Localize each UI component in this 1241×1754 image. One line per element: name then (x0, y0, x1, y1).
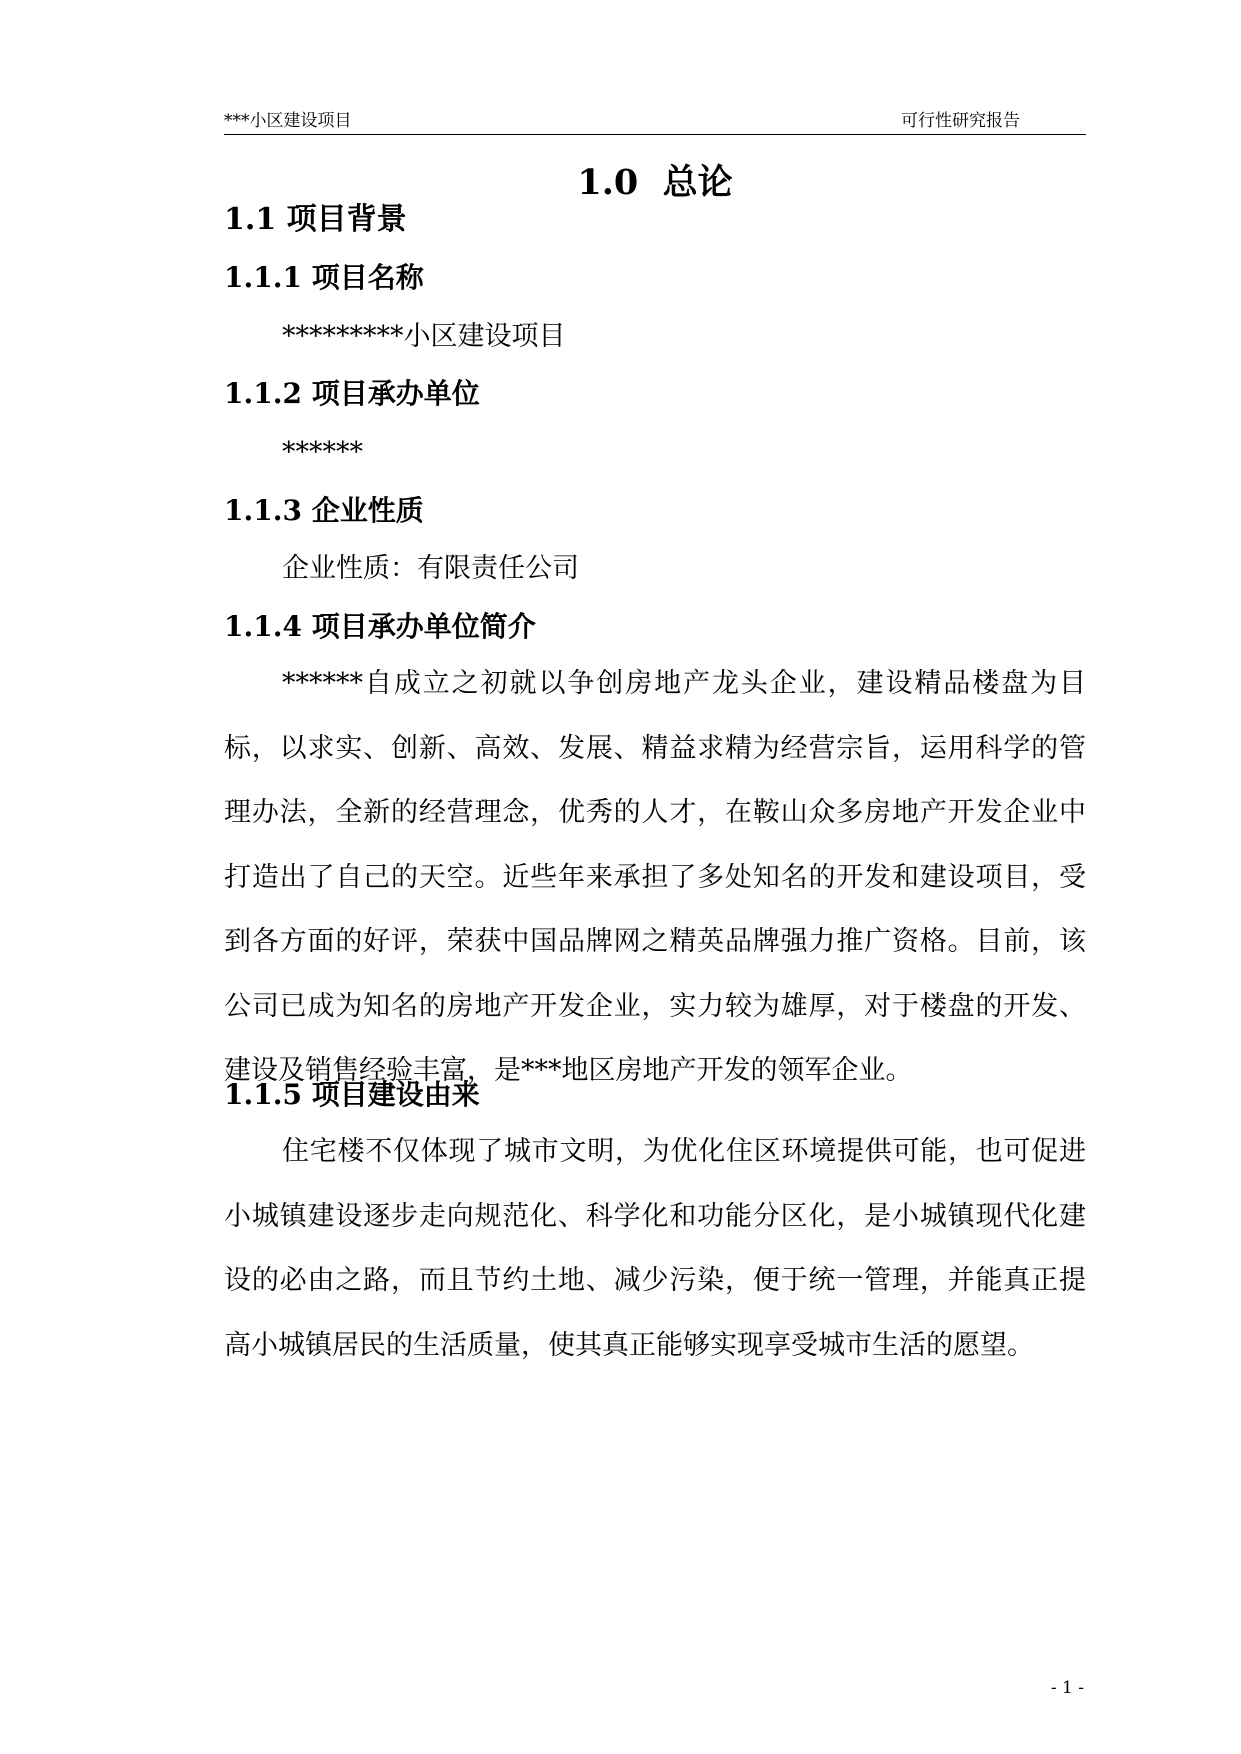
enterprise-nature-text: 企业性质：有限责任公司 (282, 553, 579, 584)
project-origin-paragraph: 住宅楼不仅体现了城市文明，为优化住区环境提供可能，也可促进小城镇建设逐步走向规范化、科学化和功能分区化，是小城镇现代化建设的必由之路，而且节约土地、减少污染，便于统一管理，并能真正提高小城镇居民的生活质量，使其真正能够实现享受城市生活的愿望。 (224, 1136, 1086, 1361)
section-heading-1-1: 1.1 项目背景 (224, 202, 407, 237)
page-header (224, 104, 1086, 135)
page-number: - 1 - (1050, 1678, 1084, 1698)
project-name-text: *********小区建设项目 (282, 321, 566, 352)
section-heading-1-1-5: 1.1.5 项目建设由来 (224, 1078, 480, 1111)
header-project-name: ***小区建设项目 (224, 111, 352, 131)
section-heading-1-1-1: 1.1.1 项目名称 (224, 261, 424, 294)
header-report-type: 可行性研究报告 (901, 111, 1020, 131)
chapter-title: 1.0 总论 (577, 162, 733, 203)
organizer-profile-paragraph: ******自成立之初就以争创房地产龙头企业，建设精品楼盘为目标，以求实、创新、高效、发展、精益求精为经营宗旨，运用科学的管理办法，全新的经营理念，优秀的人才，在鞍山众多房地产开发企业中打造出了自己的天空。近些年来承担了多处知名的开发和建设项目，受到各方面的好评，荣获中国品牌网之精英品牌强力推广资格。目前，该公司已成为知名的房地产开发企业，实力较为雄厚，对于楼盘的开发、建设及销售经验丰富，是***地区房地产开发的领军企业。 (224, 668, 1086, 1086)
section-heading-1-1-4: 1.1.4 项目承办单位简介 (224, 610, 536, 643)
section-heading-1-1-3: 1.1.3 企业性质 (224, 494, 424, 527)
organizer-text: ****** (282, 437, 363, 468)
section-heading-1-1-2: 1.1.2 项目承办单位 (224, 377, 480, 410)
